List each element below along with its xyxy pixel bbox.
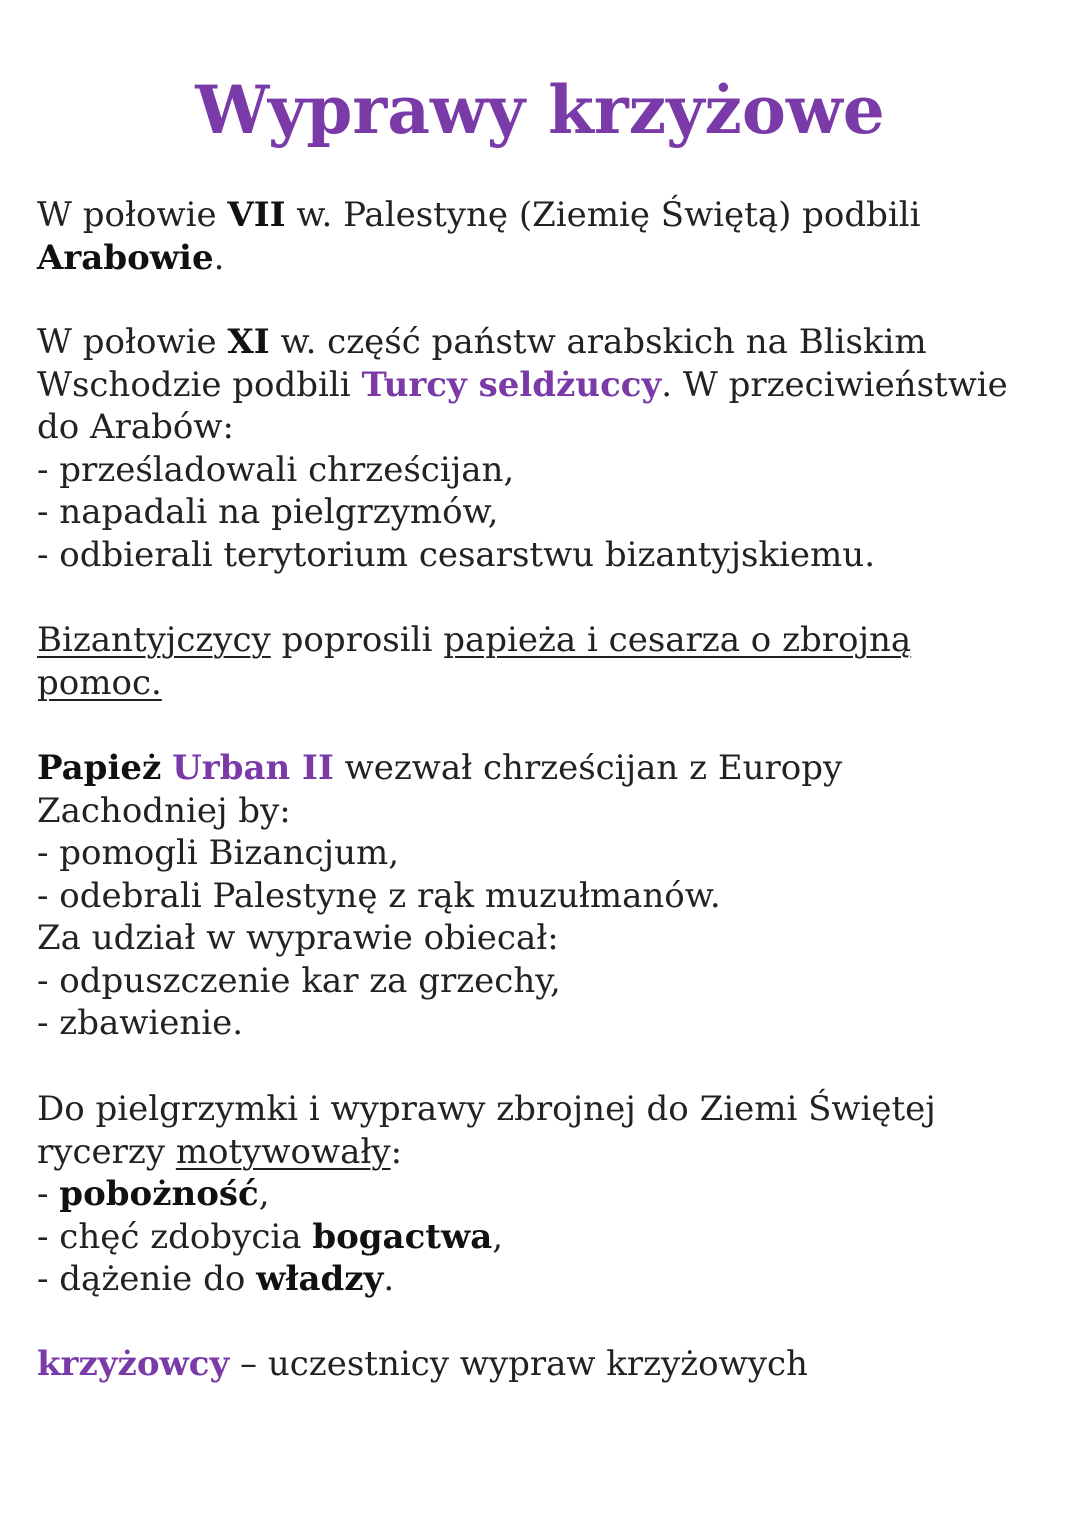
text-span: : [390, 1131, 403, 1172]
text-span [161, 748, 172, 788]
text-line: Za udział w wyprawie obiecał: [37, 918, 559, 958]
text-line [37, 747, 1047, 790]
text-span: - chęć zdobycia [37, 1216, 313, 1257]
paragraph-urban-ii [37, 747, 1047, 1045]
paragraph-byzantine-request [37, 619, 1047, 704]
underlined-motywowaly: motywowały [175, 1131, 391, 1172]
text-line: do Arabów: [37, 407, 234, 447]
text-span: . [213, 237, 225, 278]
list-item [37, 1173, 1047, 1216]
underlined-bizantyjczycy: Bizantyjczycy [37, 620, 271, 660]
text-span: . W przeciwieństwie [661, 364, 1008, 405]
text-line [37, 619, 1047, 662]
list-item: - odebrali Palestynę z rąk muzułmanów. [37, 875, 721, 916]
text-span: . [383, 1259, 395, 1299]
text-line [37, 237, 1047, 280]
text-line [37, 1131, 1047, 1174]
text-span: , [258, 1174, 270, 1214]
text-line [37, 321, 1047, 364]
text-span: W połowie [37, 322, 228, 362]
list-item: - prześladowali chrześcijan, [37, 449, 515, 490]
list-item: - odbierali terytorium cesarstwu bizantyjskiemu. [37, 534, 875, 575]
list-item: - napadali na pielgrzymów, [37, 492, 499, 532]
list-item [37, 1258, 1047, 1301]
underlined-request: pomoc. [37, 662, 162, 703]
text-span: poprosili [270, 620, 444, 660]
term-papiez: Papież [37, 748, 162, 788]
text-line [37, 364, 1047, 407]
text-line [37, 662, 1047, 705]
list-item: - odpuszczenie kar za grzechy, [37, 960, 561, 1001]
term-arabowie: Arabowie [37, 237, 214, 278]
term-wladzy: władzy [256, 1259, 384, 1299]
paragraph-arab-conquest [37, 194, 1047, 279]
list-item: - pomogli Bizancjum, [37, 833, 400, 873]
text-line [37, 1343, 1047, 1386]
term-poboznosc: pobożność [59, 1174, 259, 1214]
text-span: - [37, 1174, 60, 1214]
list-item: - zbawienie. [37, 1003, 244, 1043]
text-line: Do pielgrzymki i wyprawy zbrojnej do Ziemi Świętej [37, 1089, 936, 1129]
century-xi: XI [227, 322, 270, 362]
text-line [37, 194, 1047, 237]
text-line: Zachodniej by: [37, 790, 291, 831]
century-vii: VII [227, 195, 286, 235]
text-span: wezwał chrześcijan z Europy [333, 748, 843, 788]
list-item [37, 1216, 1047, 1259]
term-turcy-seldzuccy: Turcy seldżuccy [361, 364, 662, 405]
text-span: - dążenie do [37, 1259, 257, 1299]
text-span: w. część państw arabskich na Bliskim [269, 322, 927, 362]
term-bogactwa: bogactwa [312, 1216, 493, 1257]
definition-text: – uczestnicy wypraw krzyżowych [229, 1344, 808, 1384]
term-urban-ii: Urban II [172, 748, 334, 788]
definition-krzyzowcy [37, 1343, 1047, 1386]
text-span: W połowie [37, 195, 228, 235]
paragraph-knight-motivations [37, 1088, 1047, 1301]
text-span: w. Palestynę (Ziemię Świętą) podbili [285, 195, 921, 235]
paragraph-seljuk-turks [37, 321, 1047, 576]
text-span: Wschodzie podbili [37, 364, 362, 405]
term-krzyzowcy: krzyżowcy [37, 1344, 230, 1384]
underlined-request: papieża i cesarza o zbrojną [443, 620, 912, 660]
text-span: rycerzy [37, 1131, 176, 1172]
page-title: Wyprawy krzyżowe [195, 71, 885, 149]
text-span: , [492, 1216, 504, 1257]
